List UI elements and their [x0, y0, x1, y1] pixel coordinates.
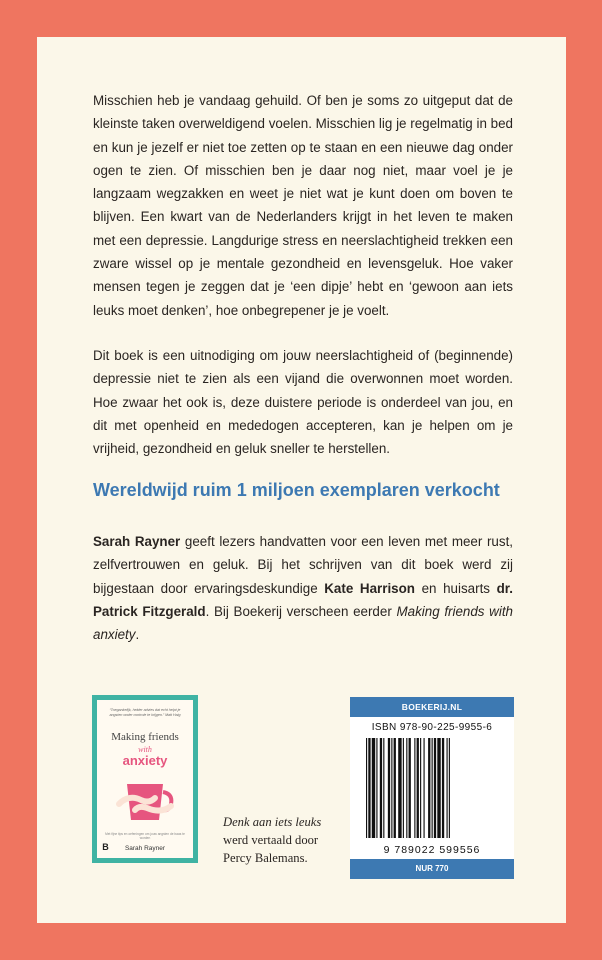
barcode-bar [372, 738, 375, 838]
barcode-bar [366, 738, 367, 838]
bio-text-1: geeft lezers handvatten voor een leven met meer rust, zelfvertrouwen en geluk. Bij het schrijven van dit boek werd zij bijgestaan door ervaringsdeskundige [93, 534, 514, 596]
barcode-bar [391, 738, 392, 838]
cover-author: Sarah Rayner [124, 845, 166, 852]
barcode-bar [398, 738, 401, 838]
cover-title-line1: Making friends [111, 731, 179, 743]
barcode-bar [376, 738, 377, 838]
barcode-bar [383, 738, 384, 838]
barcode-bar [380, 738, 382, 838]
translation-line2: werd vertaald door [223, 833, 319, 847]
expert-name: Kate Harrison [324, 580, 415, 596]
barcode-bar [420, 738, 421, 838]
doctor-name: dr. Patrick Fitzgerald [93, 580, 513, 619]
barcode-bar [442, 738, 444, 838]
barcode-bar [437, 738, 440, 838]
translation-book-title: Denk aan iets leuks [223, 815, 322, 829]
cover-quote: “Toegankelijk, helder advies dat echt helpt je angsten onder controle te krijgen.” Matt Haig [109, 708, 181, 717]
barcode-digits: 9 789022 599556 [383, 844, 481, 856]
description-paragraph-2: Dit boek is een uitnodiging om jouw neerslachtigheid of (beginnende) depressie niet te zien als een vijand die overwonnen moet worden. Hoe zwaar het ook is, deze duistere periode is onderdeel van jou, en dit met openheid en mededogen accepteren, kan je helpen om je vrijheid, gezondheid en geluk sneller te herstellen. [93, 348, 513, 457]
author-bio [93, 530, 513, 646]
translation-credit [223, 813, 363, 867]
barcode-bar [409, 738, 411, 838]
barcode-bar [447, 738, 448, 838]
barcode-bar [432, 738, 433, 838]
other-book-cover [92, 695, 198, 863]
other-book-title: Making friends with anxiety [93, 603, 513, 643]
isbn-number: ISBN 978-90-225-9955-6 [371, 722, 493, 733]
barcode-body [350, 717, 514, 859]
other-book-cover-inner [97, 700, 193, 858]
barcode-bar [403, 738, 404, 838]
barcode-bar [417, 738, 419, 838]
translation-translator: Percy Balemans. [223, 851, 308, 865]
cover-title-with: with [138, 745, 152, 754]
barcode-bars [364, 738, 502, 838]
description-paragraph-1: Misschien heb je vandaag gehuild. Of ben je soms zo uitgeput dat de kleinste taken overweldigend voelen. Misschien lig je regelmatig in bed en kun je jezelf er niet toe zetten op te staan en een nieuwe dag onder ogen te zien. Of misschien ben je daar nog niet, maar voel je je langzaam wegzakken en weet je niet wat je kunt doen om boven te blijven. Een kwart van de Nederlanders krijgt in het leven te maken met een depressie. Langdurige stress en neerslachtigheid trekken een zware wissel op je mentale gezondheid en levensgeluk. Hoe vaker mensen tegen je zeggen dat je ‘een dipje’ hebt en ‘gewoon aan iets leuks moet denken’, hoe onbegrepener je je voelt. [93, 93, 513, 318]
barcode-bar [414, 738, 415, 838]
publisher-logo: B [102, 842, 109, 852]
cover-title-line2: anxiety [122, 753, 168, 768]
mug-hug-icon [115, 774, 175, 826]
barcode-bar [449, 738, 450, 838]
barcode-bar [388, 738, 390, 838]
barcode-bar [428, 738, 430, 838]
barcode-block [350, 697, 514, 879]
nur-code: NUR 770 [350, 859, 514, 879]
barcode-bar [424, 738, 425, 838]
bio-text-4: . [135, 627, 140, 643]
back-cover-panel [37, 37, 566, 923]
publisher-site: BOEKERIJ.NL [350, 697, 514, 717]
barcode-bar [406, 738, 407, 838]
author-name: Sarah Rayner [93, 534, 181, 549]
bio-text-2: en huisarts [414, 580, 497, 596]
sales-headline: Wereldwijd ruim 1 miljoen exemplaren verkocht [93, 480, 500, 500]
bio-text-3: . Bij Boekerij verscheen eerder [205, 603, 397, 619]
cover-blurb: Met fijne tips en oefeningen om jouw angsten de baas te worden [105, 832, 185, 841]
barcode-bar [368, 738, 370, 838]
barcode-bar [434, 738, 436, 838]
barcode-bar [394, 738, 396, 838]
